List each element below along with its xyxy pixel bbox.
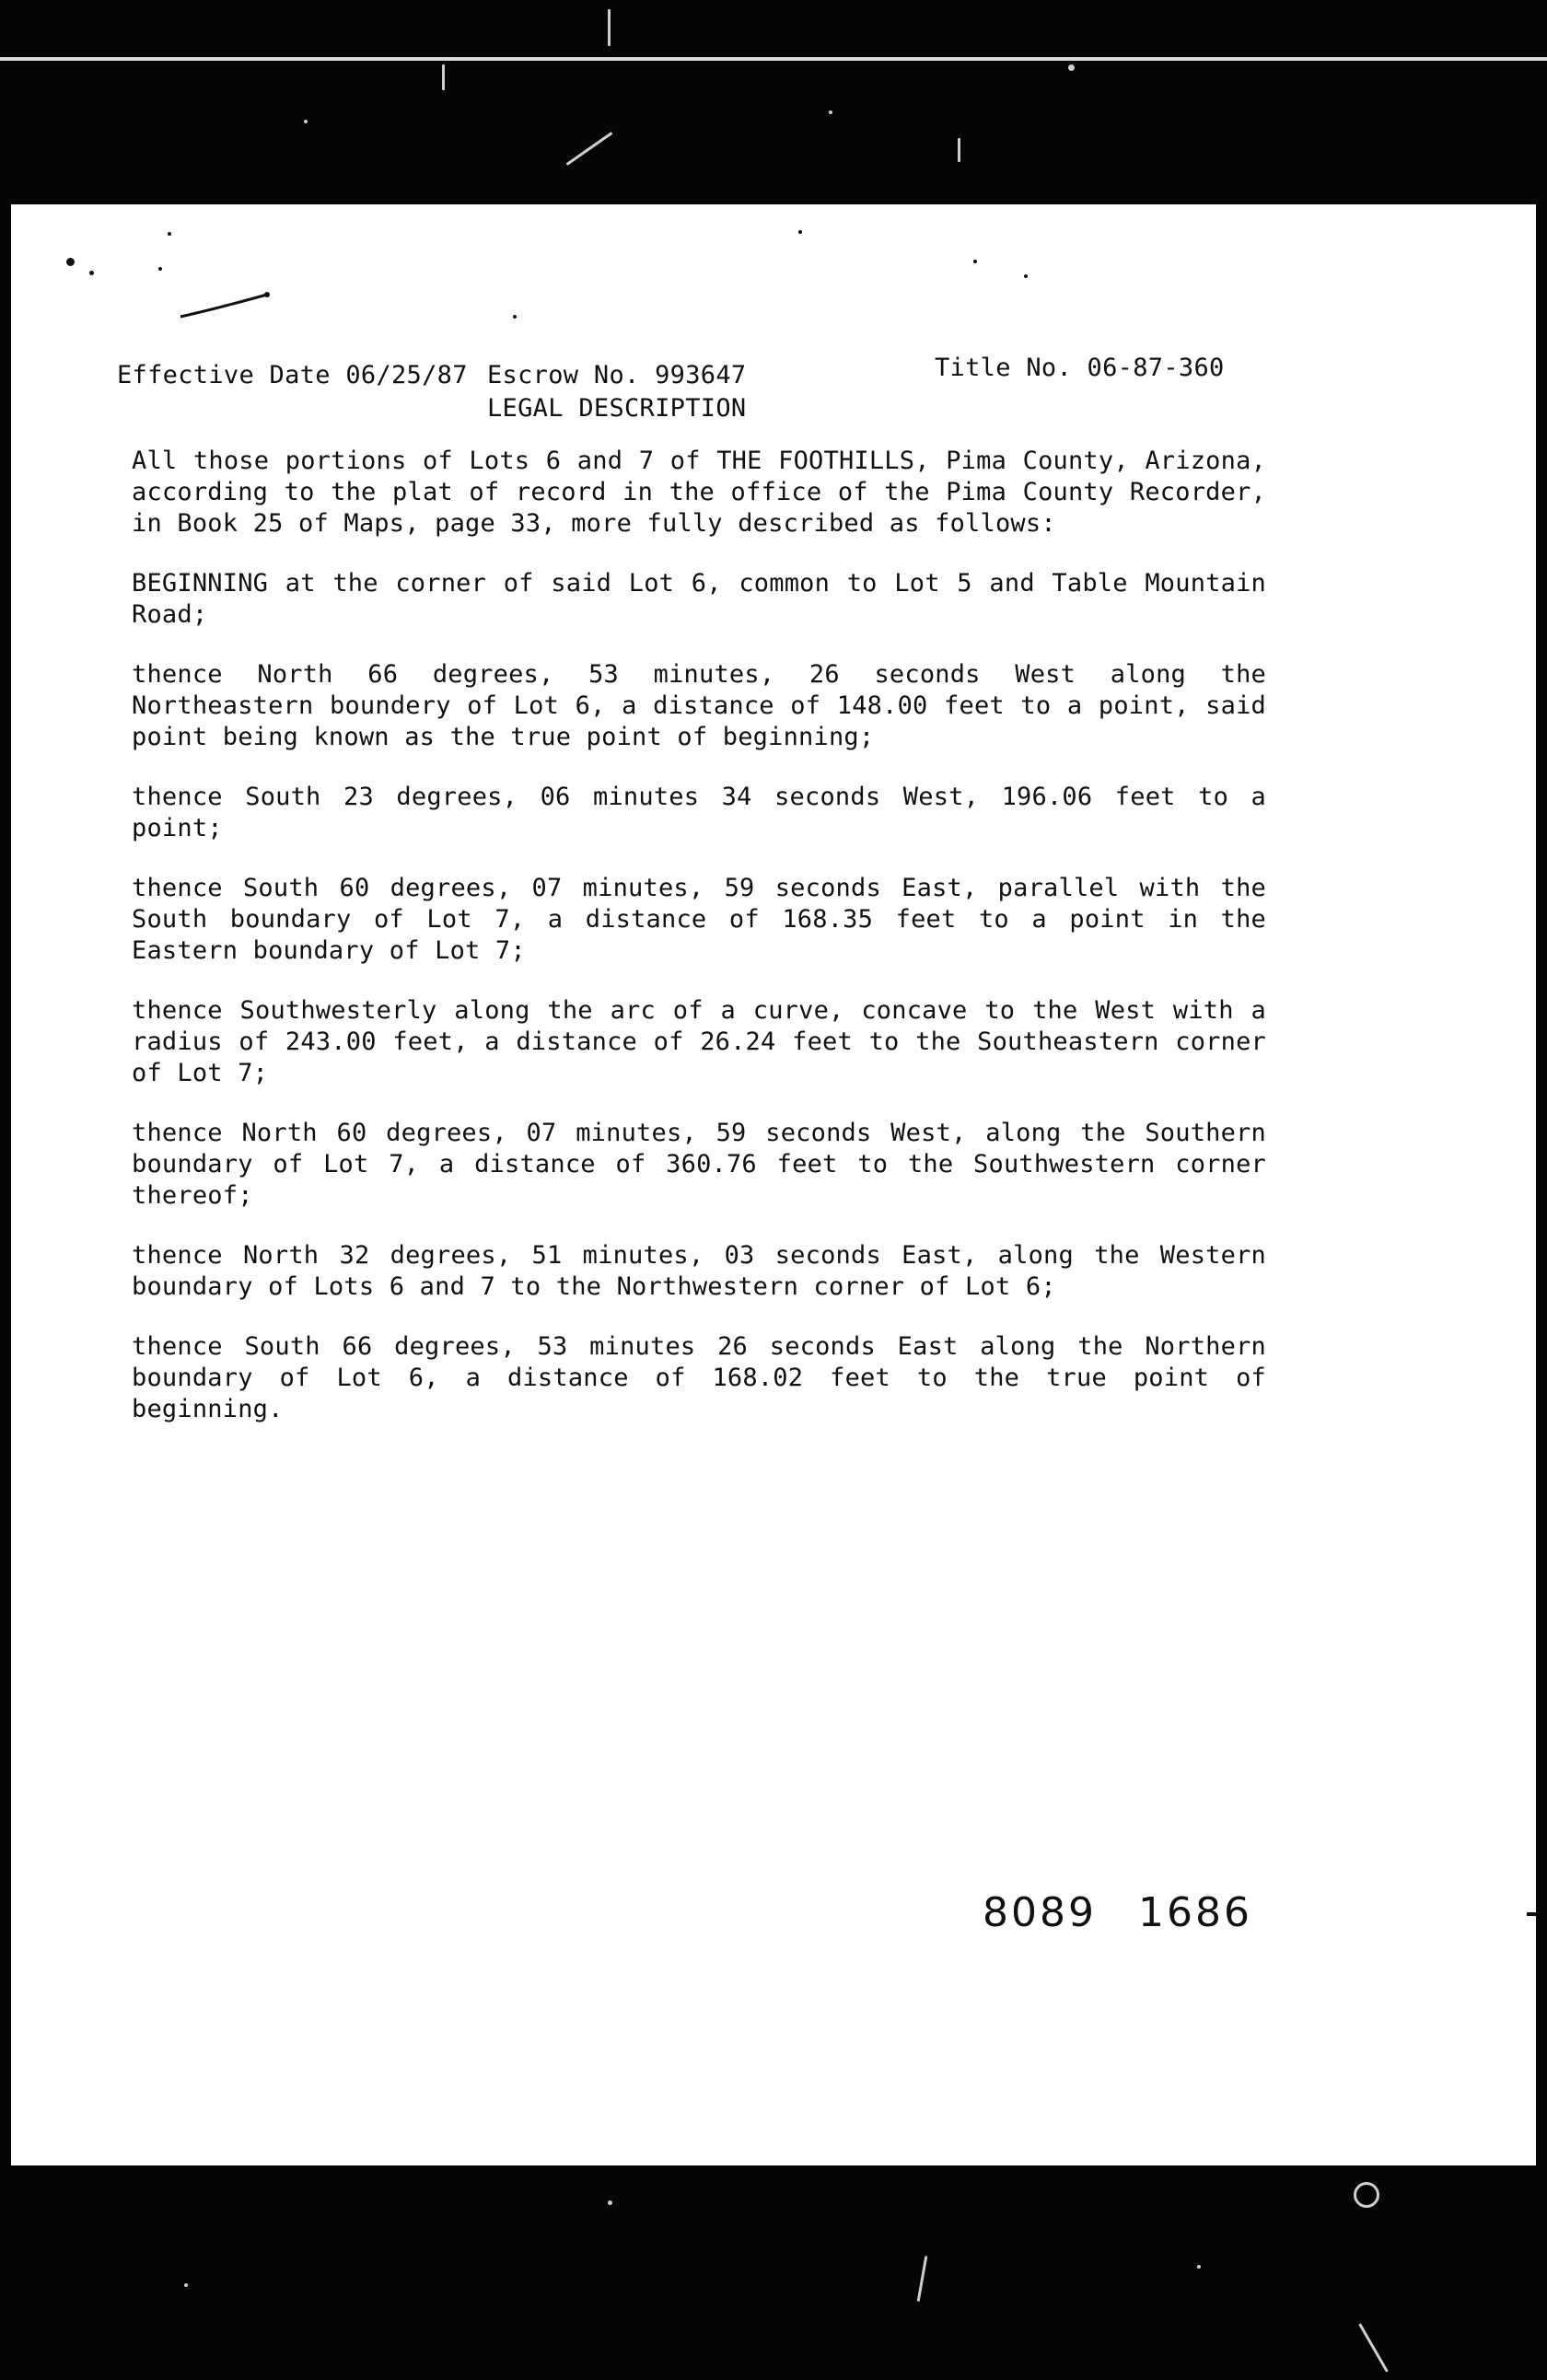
paragraph: All those portions of Lots 6 and 7 of THE FOOTHILLS, Pima County, Arizona, according to the plat of record in the office of the Pima County Recorder, in Book 25 of Maps, page 33, more fully described as follows: [132, 447, 1266, 538]
ink-dot [89, 271, 94, 275]
ink-dot [973, 260, 977, 263]
speck [917, 2256, 928, 2302]
top-rule [0, 57, 1547, 61]
paragraph: thence North 32 degrees, 51 minutes, 03 seconds East, along the Western boundary of Lots 6 and 7 to the Northwestern corner of Lot 6; [132, 1241, 1266, 1301]
speck [958, 138, 960, 162]
paragraph: thence North 60 degrees, 07 minutes, 59 seconds West, along the Southern boundary of Lot 7, a distance of 360.76 feet to the Southwestern corner thereof; [132, 1119, 1266, 1210]
ink-dot [66, 258, 75, 266]
pen-stroke [177, 287, 278, 324]
speck [304, 120, 308, 123]
paragraph: BEGINNING at the corner of said Lot 6, common to Lot 5 and Table Mountain Road; [132, 569, 1266, 629]
speck [184, 2283, 188, 2287]
legal-description-body [132, 446, 1266, 1454]
ink-dot [168, 232, 171, 236]
ink-dot [1024, 274, 1028, 278]
paragraph: thence South 66 degrees, 53 minutes 26 seconds East along the Northern boundary of Lot 6, a distance of 168.02 feet to the true point of beginning. [132, 1332, 1266, 1423]
title-number: Title No. 06-87-360 [935, 354, 1225, 382]
ink-dot [513, 315, 517, 319]
escrow-number: Escrow No. 993647 [487, 361, 747, 389]
speck [1358, 2323, 1389, 2372]
edge-mark [1527, 1912, 1536, 1916]
speck [566, 132, 613, 166]
paragraph: thence North 66 degrees, 53 minutes, 26 seconds West along the Northeastern boundery of Lot 6, a distance of 148.00 feet to a point, said point being known as the true point of beginning; [132, 660, 1266, 751]
paragraph: thence Southwesterly along the arc of a curve, concave to the West with a radius of 243.00 feet, a distance of 26.24 feet to the Southeastern corner of Lot 7; [132, 996, 1266, 1087]
speck [1197, 2265, 1201, 2269]
speck [1068, 64, 1075, 71]
paragraph: thence South 23 degrees, 06 minutes 34 seconds West, 196.06 feet to a point; [132, 783, 1266, 842]
speck [829, 110, 832, 114]
ink-dot [158, 267, 162, 271]
speck [608, 9, 611, 46]
speck [608, 2200, 612, 2205]
speck [1354, 2182, 1379, 2208]
speck [442, 64, 445, 90]
legal-description-heading: LEGAL DESCRIPTION [487, 394, 747, 423]
page-number: 8089 1686 [983, 1889, 1252, 1936]
ink-dot [798, 230, 802, 234]
effective-date: Effective Date 06/25/87 [117, 361, 468, 389]
paragraph: thence South 60 degrees, 07 minutes, 59 seconds East, parallel with the South boundary of Lot 7, a distance of 168.35 feet to a point in the Eastern boundary of Lot 7; [132, 874, 1266, 965]
document-page [11, 204, 1536, 2165]
